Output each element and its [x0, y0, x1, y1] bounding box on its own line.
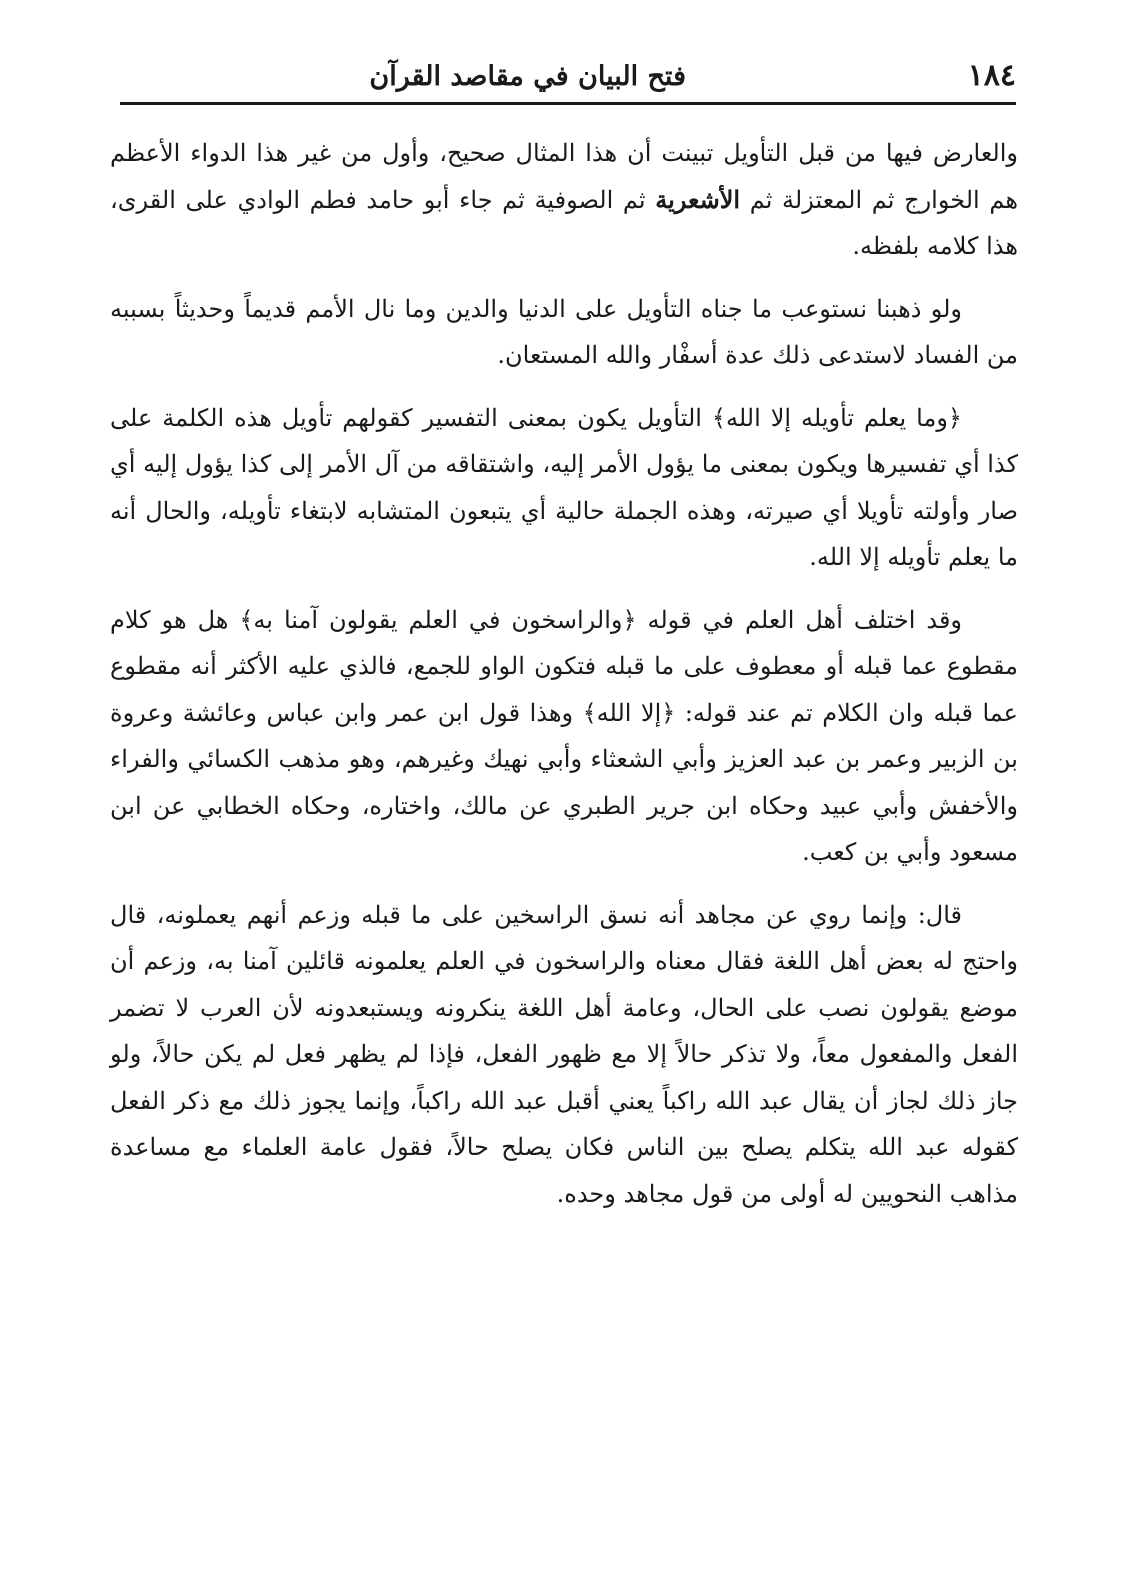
paragraph-1-text-start: والعارض فيها من قبل التأويل تبينت أن هذا المثال صحيح، وأول من غير هذا الدواء الأعظم هم الخوارج ثم المعتزلة ثم — [110, 139, 1019, 214]
running-title: فتح البيان في مقاصد القرآن — [369, 61, 686, 92]
paragraph-4: وقد اختلف أهل العلم في قوله ﴿والراسخون في العلم يقولون آمنا به﴾ هل هو كلام مقطوع عما قبله أو معطوف على ما قبله فتكون الواو للجمع، فالذي عليه الأكثر أنه مقطوع عما قبله وان الكلام تم عند قوله: ﴿إلا الله﴾ وهذا قول ابن عمر وابن عباس وعائشة وعروة بن الزبير وعمر بن عبد العزيز وأبي الشعثاء وأبي نهيك وغيرهم، وهو مذهب الكسائي والفراء والأخفش وأبي عبيد وحكاه ابن جرير الطبري عن مالك، واختاره، وحكاه الخطابي عن ابن مسعود وأبي بن كعب. — [110, 605, 1018, 866]
paragraph-1-text-end: ثم الصوفية ثم جاء أبو حامد فطم الوادي على القرى، هذا كلامه بلفظه. — [110, 185, 1018, 260]
paragraph-1 — [110, 130, 1018, 270]
paragraph-3: ﴿وما يعلم تأويله إلا الله﴾ التأويل يكون بمعنى التفسير كقولهم تأويل هذه الكلمة على كذا أي تفسيرها ويكون بمعنى ما يؤول الأمر إليه، واشتقاقه من آل الأمر إلى كذا يؤول إليه أي صار وأولته تأويلا أي صيرته، وهذه الجملة حالية أي يتبعون المتشابه لابتغاء تأويله، والحال أنه ما يعلم تأويله إلا الله. — [110, 403, 1018, 571]
body-text — [110, 130, 1018, 1217]
paragraph-2: ولو ذهبنا نستوعب ما جناه التأويل على الدنيا والدين وما نال الأمم قديماً وحديثاً بسببه من الفساد لاستدعى ذلك عدة أسفْار والله المستعان. — [110, 294, 1018, 369]
page-number: ١٨٤ — [967, 58, 1016, 93]
page-header — [120, 52, 1016, 105]
paragraph-5: قال: وإنما روي عن مجاهد أنه نسق الراسخين على ما قبله وزعم أنهم يعملونه، قال واحتج له بعض أهل اللغة فقال معناه والراسخون في العلم يعلمونه قائلين آمنا به، وزعم أن موضع يقولون نصب على الحال، وعامة أهل اللغة ينكرونه ويستبعدونه لأن العرب لا تضمر الفعل والمفعول معاً، ولا تذكر حالاً إلا مع ظهور الفعل، فإذا لم يظهر فعل لم يكن حالاً، ولو جاز ذلك لجاز أن يقال عبد الله راكباً يعني أقبل عبد الله راكباً، وإنما يجوز ذلك مع ذكر الفعل كقوله عبد الله يتكلم يصلح بين الناس فكان يصلح حالاً، فقول عامة العلماء مع مساعدة مذاهب النحويين له أولى من قول مجاهد وحده. — [110, 900, 1018, 1208]
paragraph-1-bold-term: الأشعرية — [655, 184, 741, 214]
